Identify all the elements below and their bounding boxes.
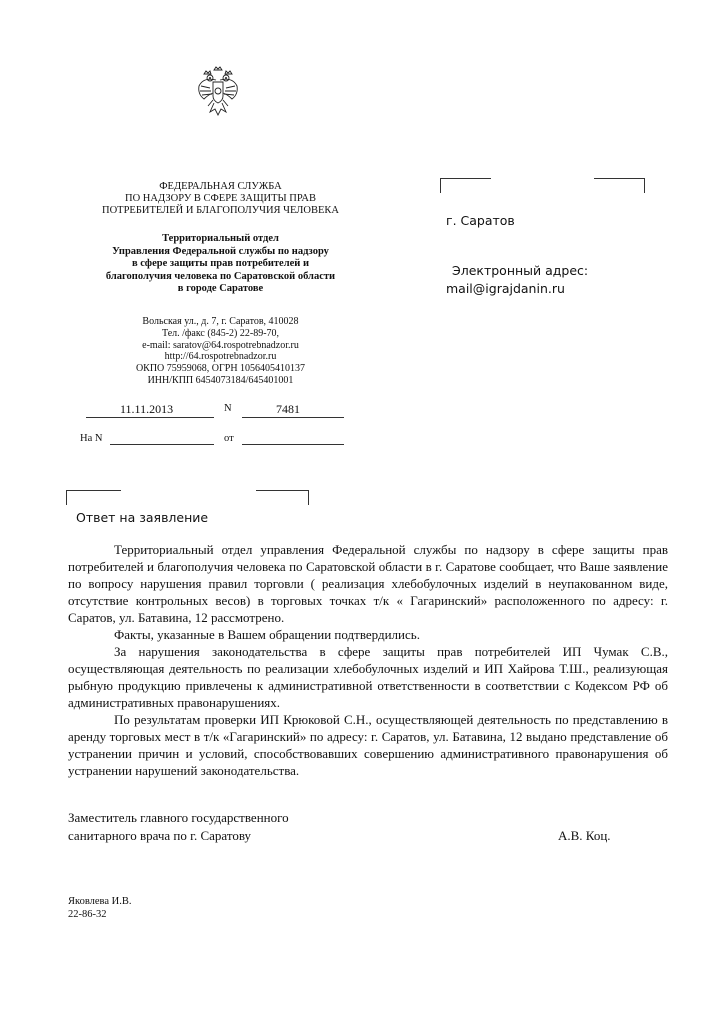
department-line: в городе Саратове — [177, 283, 264, 294]
body-paragraph: Территориальный отдел управления Федеральной службы по надзору в сфере защиты прав потребителей и благополучия человека по Саратовской области в г. Саратове сообщает, что Ваше заявление по вопросу нарушения правил торговли ( реализация хлебобулочных изделий в неупакованном виде, отсутствие контрольных весов) в торговых точках т/к « Гагаринский» расположенного по адресу: г. Саратов, ул. Батавина, 12 рассмотрено. — [68, 542, 668, 625]
contact-inn-kpp: ИНН/КПП 6454073184/645401001 — [147, 374, 294, 386]
contact-block — [62, 316, 379, 387]
from-label: от — [224, 433, 234, 444]
contact-email: e-mail: saratov@64.rospotrebnadzor.ru — [142, 339, 299, 351]
agency-header — [62, 181, 379, 217]
number-underline — [242, 417, 344, 418]
agency-line: ПО НАДЗОРУ В СФЕРЕ ЗАЩИТЫ ПРАВ — [125, 193, 316, 204]
signatory-position-line2: санитарного врача по г. Саратову — [68, 828, 252, 843]
signatory-position-line1: Заместитель главного государственного — [68, 810, 289, 825]
coat-of-arms-emblem — [196, 66, 240, 118]
number-label: N — [224, 403, 232, 414]
from-underline — [242, 444, 344, 445]
department-line: Управления Федеральной службы по надзору — [112, 245, 329, 257]
addressee-bracket-left — [440, 178, 491, 193]
signatory-name: А.В. Коц. — [558, 828, 611, 843]
letter-body — [68, 541, 668, 779]
executor-name: Яковлева И.В. — [68, 896, 132, 907]
department-line: в сфере защиты прав потребителей и — [131, 258, 309, 269]
department-header — [62, 233, 379, 296]
addressee-email: mail@igrajdanin.ru — [446, 281, 565, 296]
agency-line: ПОТРЕБИТЕЛЕЙ И БЛАГОПОЛУЧИЯ ЧЕЛОВЕКА — [102, 205, 339, 216]
date-underline — [86, 417, 214, 418]
contact-phone: Тел. /факс (845-2) 22-89-70, — [161, 327, 280, 339]
contact-address: Вольская ул., д. 7, г. Саратов, 410028 — [142, 316, 299, 327]
outgoing-number: 7481 — [276, 402, 300, 416]
addressee-bracket-right — [594, 178, 645, 193]
subject-line: Ответ на заявление — [76, 510, 209, 525]
agency-line: ФЕДЕРАЛЬНАЯ СЛУЖБА — [159, 181, 282, 192]
body-paragraph: Факты, указанные в Вашем обращении подтвердились. — [114, 627, 420, 642]
contact-okpo-ogrn: ОКПО 75959068, ОГРН 1056405410137 — [135, 363, 306, 375]
addressee-city: г. Саратов — [446, 213, 515, 228]
department-line: благополучия человека по Саратовской области — [105, 270, 336, 282]
body-paragraph: По результатам проверки ИП Крюковой С.Н., осуществляющей деятельность по представлению в аренду торговых мест в т/к «Гагаринский» по адресу: г. Саратов, ул. Батавина, 12 выдано представление об устранении причин и условий, способствовавших совершению административного правонарушения об устранении нарушений законодательства. — [68, 712, 668, 778]
subject-bracket-right — [256, 490, 309, 505]
reference-underline — [110, 444, 214, 445]
reference-label: На N — [80, 433, 103, 444]
department-line: Территориальный отдел — [162, 233, 279, 244]
subject-bracket-left — [66, 490, 121, 505]
executor-phone: 22-86-32 — [68, 909, 107, 920]
body-paragraph: За нарушения законодательства в сфере защиты прав потребителей ИП Чумак С.В., осуществляющая деятельность по реализации хлебобулочных изделий и ИП Хайрова Т.Ш., реализующая рыбную продукцию привлечены к административной ответственности в соответствии с Кодексом РФ об административных правонарушениях. — [68, 644, 668, 710]
email-label: Электронный адрес: — [452, 263, 589, 278]
contact-website: http://64.rospotrebnadzor.ru — [164, 351, 277, 363]
outgoing-date: 11.11.2013 — [120, 402, 174, 416]
